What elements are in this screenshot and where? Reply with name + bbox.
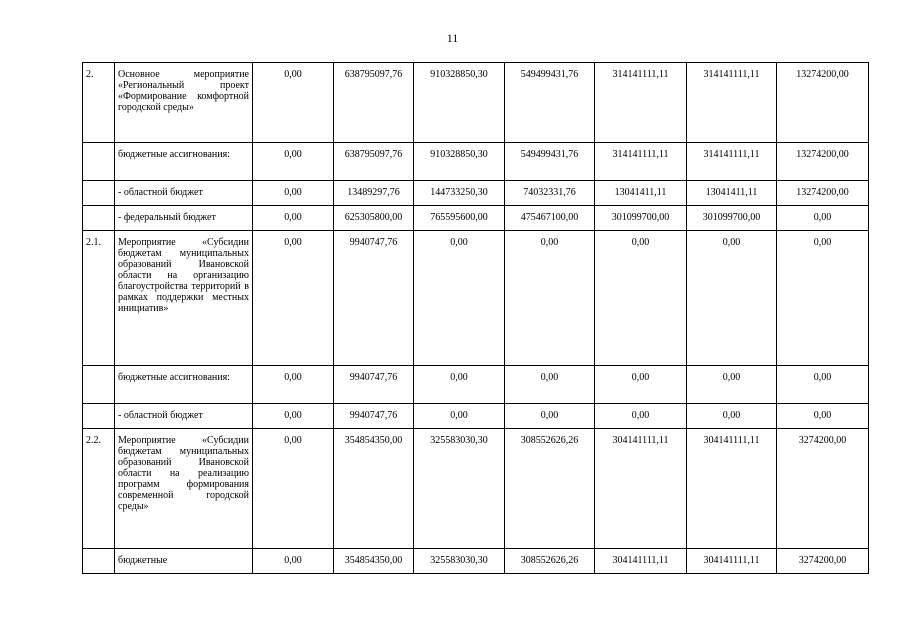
- value-cell: 304141111,11: [687, 549, 777, 574]
- value-cell: 0,00: [253, 366, 334, 404]
- row-index: [83, 206, 115, 231]
- value-cell: 549499431,76: [505, 143, 595, 181]
- row-index: [83, 549, 115, 574]
- value-cell: 0,00: [595, 231, 687, 366]
- value-cell: 638795097,76: [334, 143, 414, 181]
- value-cell: 0,00: [253, 549, 334, 574]
- value-cell: 0,00: [253, 181, 334, 206]
- row-index: 2.1.: [83, 231, 115, 366]
- row-description: бюджетные ассигнования:: [115, 143, 253, 181]
- row-description: Мероприятие «Субсидии бюджетам муниципальных образований Ивановской области на организацию благоустройства территорий в рамках поддержки местных инициатив»: [115, 231, 253, 366]
- value-cell: 308552626,26: [505, 429, 595, 549]
- row-description: - областной бюджет: [115, 404, 253, 429]
- value-cell: 0,00: [414, 231, 505, 366]
- row-description: бюджетные ассигнования:: [115, 366, 253, 404]
- table-body: [83, 63, 869, 574]
- table-row: [83, 143, 869, 181]
- row-index: 2.2.: [83, 429, 115, 549]
- value-cell: 9940747,76: [334, 404, 414, 429]
- value-cell: 314141111,11: [595, 63, 687, 143]
- value-cell: 13041411,11: [595, 181, 687, 206]
- value-cell: 638795097,76: [334, 63, 414, 143]
- row-index: 2.: [83, 63, 115, 143]
- value-cell: 325583030,30: [414, 549, 505, 574]
- value-cell: 0,00: [595, 404, 687, 429]
- page-number: 11: [446, 31, 459, 45]
- value-cell: 354854350,00: [334, 429, 414, 549]
- value-cell: 0,00: [777, 206, 869, 231]
- value-cell: 0,00: [777, 366, 869, 404]
- value-cell: 0,00: [253, 143, 334, 181]
- value-cell: 475467100,00: [505, 206, 595, 231]
- value-cell: 354854350,00: [334, 549, 414, 574]
- value-cell: 3274200,00: [777, 429, 869, 549]
- value-cell: 314141111,11: [687, 143, 777, 181]
- value-cell: 74032331,76: [505, 181, 595, 206]
- value-cell: 13274200,00: [777, 181, 869, 206]
- value-cell: 301099700,00: [687, 206, 777, 231]
- value-cell: 304141111,11: [595, 429, 687, 549]
- row-index: [83, 181, 115, 206]
- value-cell: 0,00: [253, 63, 334, 143]
- row-description: бюджетные: [115, 549, 253, 574]
- value-cell: 314141111,11: [687, 63, 777, 143]
- value-cell: 13274200,00: [777, 63, 869, 143]
- value-cell: 549499431,76: [505, 63, 595, 143]
- value-cell: 0,00: [505, 404, 595, 429]
- table-row: [83, 206, 869, 231]
- value-cell: 0,00: [687, 231, 777, 366]
- value-cell: 910328850,30: [414, 63, 505, 143]
- value-cell: 301099700,00: [595, 206, 687, 231]
- table-row: [83, 181, 869, 206]
- row-index: [83, 143, 115, 181]
- value-cell: 308552626,26: [505, 549, 595, 574]
- value-cell: 0,00: [777, 231, 869, 366]
- value-cell: 13041411,11: [687, 181, 777, 206]
- value-cell: 0,00: [595, 366, 687, 404]
- value-cell: 0,00: [253, 429, 334, 549]
- row-description: - федеральный бюджет: [115, 206, 253, 231]
- value-cell: 0,00: [414, 366, 505, 404]
- value-cell: 0,00: [253, 206, 334, 231]
- value-cell: 3274200,00: [777, 549, 869, 574]
- value-cell: 0,00: [505, 366, 595, 404]
- row-description: Основное мероприятие «Региональный проект «Формирование комфортной городской среды»: [115, 63, 253, 143]
- table-row: [83, 429, 869, 549]
- value-cell: 325583030,30: [414, 429, 505, 549]
- value-cell: 9940747,76: [334, 231, 414, 366]
- value-cell: 0,00: [505, 231, 595, 366]
- value-cell: 304141111,11: [595, 549, 687, 574]
- row-index: [83, 366, 115, 404]
- row-description: - областной бюджет: [115, 181, 253, 206]
- budget-table: [82, 62, 869, 574]
- value-cell: 910328850,30: [414, 143, 505, 181]
- row-index: [83, 404, 115, 429]
- table-row: [83, 404, 869, 429]
- value-cell: 314141111,11: [595, 143, 687, 181]
- value-cell: 0,00: [687, 366, 777, 404]
- value-cell: 144733250,30: [414, 181, 505, 206]
- row-description: Мероприятие «Субсидии бюджетам муниципальных образований Ивановской области на реализацию программ формирования современной городской среды»: [115, 429, 253, 549]
- value-cell: 13489297,76: [334, 181, 414, 206]
- value-cell: 304141111,11: [687, 429, 777, 549]
- value-cell: 0,00: [414, 404, 505, 429]
- table-row: [83, 63, 869, 143]
- value-cell: 0,00: [777, 404, 869, 429]
- value-cell: 0,00: [253, 231, 334, 366]
- table-row: [83, 549, 869, 574]
- value-cell: 13274200,00: [777, 143, 869, 181]
- value-cell: 0,00: [253, 404, 334, 429]
- value-cell: 0,00: [687, 404, 777, 429]
- value-cell: 765595600,00: [414, 206, 505, 231]
- table-row: [83, 366, 869, 404]
- value-cell: 9940747,76: [334, 366, 414, 404]
- value-cell: 625305800,00: [334, 206, 414, 231]
- table-row: [83, 231, 869, 366]
